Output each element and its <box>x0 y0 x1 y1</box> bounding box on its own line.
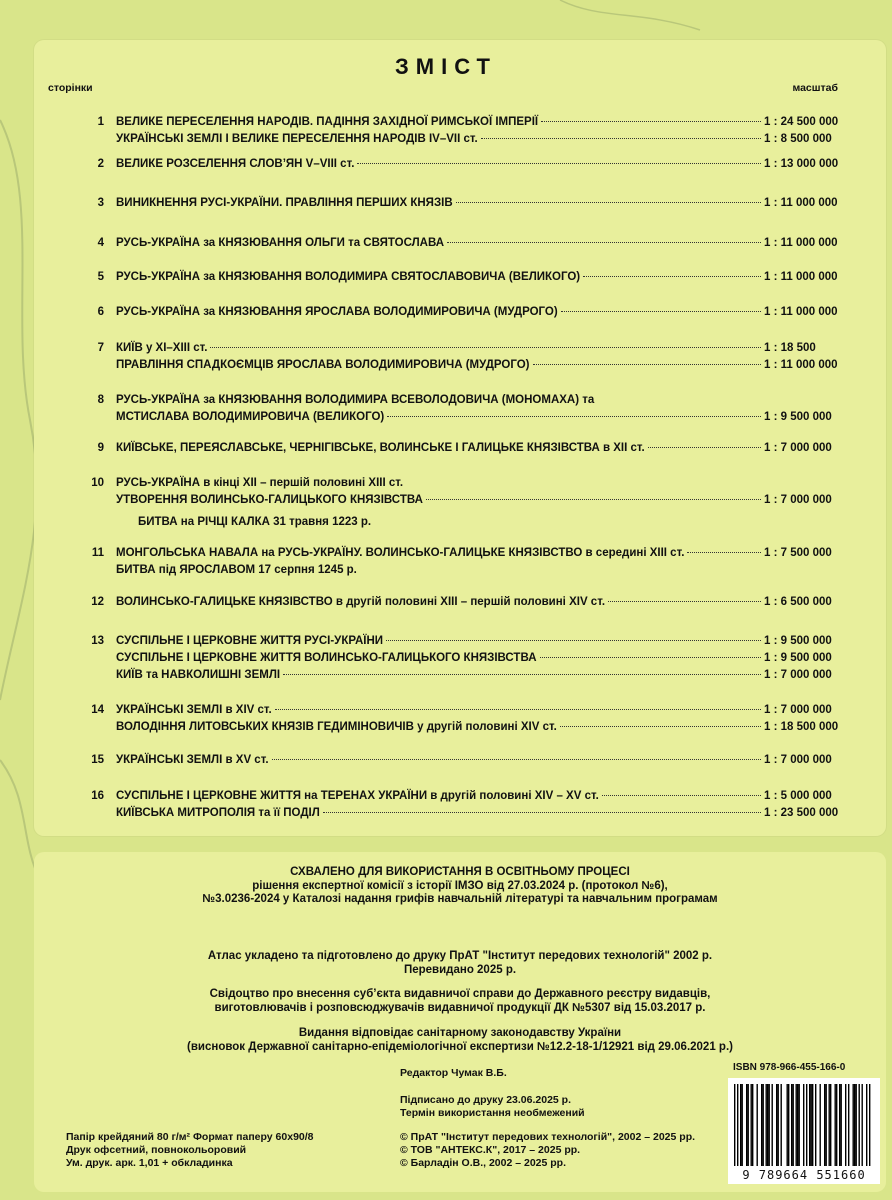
publisher-block <box>34 950 886 977</box>
toc-entry <box>116 411 860 423</box>
toc-entry-title: РУСЬ-УКРАЇНА в кінці XII – першій половині XIII ст. <box>116 477 404 489</box>
toc-page-number: 3 <box>97 197 104 209</box>
barcode-bar <box>820 1084 821 1166</box>
toc-leader-dots <box>210 347 761 348</box>
approval-line: рішення експертної комісії з історії ІМЗО від 27.03.2024 р. (протокол №6), <box>252 879 668 892</box>
toc-page-number: 11 <box>91 547 104 559</box>
toc-entry <box>116 704 860 716</box>
sanitary-block <box>34 1027 886 1054</box>
barcode-bar <box>841 1084 842 1166</box>
barcode-bar <box>806 1084 807 1166</box>
barcode-bar <box>757 1084 758 1166</box>
sanitary-line: (висновок Державної санітарно-епідеміологічної експертизи №12.2-18-1/12921 від 29.06.2021 р.) <box>187 1040 733 1053</box>
toc-leader-dots <box>648 447 761 448</box>
toc-leader-dots <box>386 640 761 641</box>
approval-block <box>34 866 886 907</box>
barcode-bar <box>734 1084 735 1166</box>
toc-leader-dots <box>426 499 761 500</box>
barcode-digits: 9 789664 551660 <box>742 1168 866 1182</box>
toc-entry <box>116 306 860 318</box>
barcode <box>728 1078 880 1184</box>
toc-page-number: 2 <box>97 158 104 170</box>
toc-entry-title: ВЕЛИКЕ РОЗСЕЛЕННЯ СЛОВ’ЯН V–VIII ст. <box>116 158 355 170</box>
toc-entry <box>138 516 860 528</box>
toc-entry <box>116 596 860 608</box>
toc-entry <box>116 158 860 170</box>
barcode-bar <box>787 1084 788 1166</box>
toc-leader-dots <box>561 311 761 312</box>
toc-entry-scale: 1 : 7 000 000 <box>764 442 832 454</box>
toc-leader-dots <box>602 795 761 796</box>
toc-entry-scale: 1 : 18 500 000 <box>764 721 839 733</box>
toc-entry <box>116 442 860 454</box>
toc-leader-dots <box>533 364 762 365</box>
toc-entry-title: МОНГОЛЬСЬКА НАВАЛА на РУСЬ-УКРАЇНУ. ВОЛИНСЬКО-ГАЛИЦЬКЕ КНЯЗІВСТВО в середині XIII ст. <box>116 547 685 559</box>
barcode-bar <box>829 1084 830 1166</box>
toc-leader-dots <box>447 242 761 243</box>
toc-entry-scale: 1 : 11 000 000 <box>764 306 838 318</box>
paper-info <box>66 1131 314 1170</box>
toc-entry-scale: 1 : 23 500 000 <box>764 807 839 819</box>
toc-entry-title: РУСЬ-УКРАЇНА за КНЯЗЮВАННЯ ОЛЬГИ та СВЯТОСЛАВА <box>116 237 445 249</box>
toc-entry-scale: 1 : 7 000 000 <box>764 704 832 716</box>
barcode-bar <box>746 1084 747 1166</box>
barcode-bar <box>803 1084 804 1166</box>
toc-entry-title: СУСПІЛЬНЕ І ЦЕРКОВНЕ ЖИТТЯ РУСІ-УКРАЇНИ <box>116 635 384 647</box>
barcode-bar <box>824 1084 825 1166</box>
page-title: ЗМІСТ <box>395 54 497 79</box>
toc-entry-title: РУСЬ-УКРАЇНА за КНЯЗЮВАННЯ ВОЛОДИМИРА ВСЕВОЛОДОВИЧА (МОНОМАХА) та <box>116 394 595 406</box>
toc-entry-title: ВОЛИНСЬКО-ГАЛИЦЬКЕ КНЯЗІВСТВО в другій половині XIII – першій половині XIV ст. <box>116 596 606 608</box>
toc-leader-dots <box>272 759 761 760</box>
toc-entry-title: УКРАЇНСЬКІ ЗЕМЛІ в XIV ст. <box>116 704 272 716</box>
toc-leader-dots <box>560 726 761 727</box>
toc-entry <box>116 790 860 802</box>
isbn-label: ISBN 978-966-455-166-0 <box>733 1062 846 1073</box>
toc-page-number: 6 <box>97 306 104 318</box>
barcode-bar <box>839 1084 840 1166</box>
toc-entry <box>116 342 860 354</box>
barcode-bar <box>869 1084 870 1166</box>
toc-entry <box>116 807 860 819</box>
toc-entry-scale: 1 : 18 500 <box>764 342 816 354</box>
barcode-bar <box>740 1084 741 1166</box>
barcode-bar <box>830 1084 831 1166</box>
toc-entry-scale: 1 : 7 500 000 <box>764 547 832 559</box>
toc-entry <box>116 721 860 733</box>
toc-entry-scale: 1 : 11 000 000 <box>764 197 838 209</box>
barcode-bar <box>751 1084 752 1166</box>
toc-page-number: 7 <box>97 342 104 354</box>
toc-page-number: 14 <box>91 704 104 716</box>
toc-entry-scale: 1 : 7 000 000 <box>764 669 832 681</box>
toc-leader-dots <box>456 202 761 203</box>
toc-entry-scale: 1 : 5 000 000 <box>764 790 832 802</box>
barcode-bar <box>752 1084 753 1166</box>
certificate-line: Свідоцтво про внесення суб’єкта видавничої справи до Державного реєстру видавців, <box>209 988 711 1000</box>
toc-entry-title: КИЇВ у XI–XIII ст. <box>116 342 208 354</box>
toc-entry-scale: 1 : 7 000 000 <box>764 754 832 766</box>
barcode-bar <box>797 1084 798 1166</box>
toc-entry <box>116 116 860 128</box>
barcode-bar <box>854 1084 855 1166</box>
toc-entry <box>116 359 860 371</box>
scale-column-header: масштаб <box>792 82 838 94</box>
toc-entry <box>116 271 860 283</box>
barcode-bar <box>767 1084 768 1166</box>
toc-entry-title: УКРАЇНСЬКІ ЗЕМЛІ в XV ст. <box>116 754 269 766</box>
barcode-bar <box>776 1084 777 1166</box>
toc-entry <box>116 197 860 209</box>
publisher-line: Перевидано 2025 р. <box>403 963 517 976</box>
toc-entry-scale: 1 : 9 500 000 <box>764 411 832 423</box>
pages-column-header: сторінки <box>48 82 93 94</box>
toc-entry-scale: 1 : 11 000 000 <box>764 237 838 249</box>
toc-page-number: 8 <box>97 394 104 406</box>
editor-info: Редактор Чумак В.Б. <box>400 1067 507 1079</box>
barcode-bar <box>778 1084 779 1166</box>
barcode-bar <box>788 1084 789 1166</box>
toc-page-number: 1 <box>97 116 104 128</box>
toc-entry-title: ВЕЛИКЕ ПЕРЕСЕЛЕННЯ НАРОДІВ. ПАДІННЯ ЗАХІДНОЇ РИМСЬКОЇ ІМПЕРІЇ <box>116 116 539 128</box>
toc-page-number: 15 <box>91 754 104 766</box>
toc-entry-title: ПРАВЛІННЯ СПАДКОЄМЦІВ ЯРОСЛАВА ВОЛОДИМИРОВИЧА (МУДРОГО) <box>116 359 530 371</box>
toc-entry <box>116 564 860 576</box>
barcode-bar <box>809 1084 810 1166</box>
toc-page-number: 12 <box>91 596 104 608</box>
toc-entry-title: ВОЛОДІННЯ ЛИТОВСЬКИХ КНЯЗІВ ГЕДИМІНОВИЧІВ у другій половині XIV ст. <box>116 721 557 733</box>
barcode-bar <box>748 1084 749 1166</box>
toc-page-number: 5 <box>97 271 104 283</box>
barcode-bar <box>835 1084 836 1166</box>
toc-page-number: 10 <box>91 477 104 489</box>
toc-entry <box>116 494 860 506</box>
toc-leader-dots <box>275 709 761 710</box>
toc-leader-dots <box>357 163 761 164</box>
copyright-info <box>400 1131 695 1170</box>
toc-entry-title: КИЇВСЬКЕ, ПЕРЕЯСЛАВСЬКЕ, ЧЕРНІГІВСЬКЕ, ВОЛИНСЬКЕ І ГАЛИЦЬКЕ КНЯЗІВСТВА в XII ст. <box>116 442 645 454</box>
toc-entry-scale: 1 : 7 000 000 <box>764 494 832 506</box>
toc-entry-title: СУСПІЛЬНЕ І ЦЕРКОВНЕ ЖИТТЯ ВОЛИНСЬКО-ГАЛИЦЬКОГО КНЯЗІВСТВА <box>116 652 537 664</box>
paper-line: Папір крейдяний 80 г/м² Формат паперу 60х90/8 <box>66 1131 314 1143</box>
barcode-bar <box>836 1084 837 1166</box>
paper-line: Ум. друк. арк. 1,01 + обкладинка <box>66 1157 233 1169</box>
publisher-line: Атлас укладено та підготовлено до друку ПрАТ "Інститут передових технологій" 2002 р. <box>207 950 713 962</box>
barcode-bar <box>791 1084 792 1166</box>
barcode-bar <box>766 1084 767 1166</box>
copyright-line: © Барладін О.В., 2002 – 2025 рр. <box>400 1157 567 1169</box>
certificate-block <box>34 988 886 1015</box>
toc-page-number: 13 <box>91 635 104 647</box>
paper-line: Друк офсетний, повнокольоровий <box>66 1144 247 1156</box>
barcode-bar <box>848 1084 849 1166</box>
toc-entry <box>116 669 860 681</box>
barcode-bar <box>769 1084 770 1166</box>
barcode-bar <box>862 1084 863 1166</box>
barcode-bar <box>793 1084 794 1166</box>
toc-page-number: 9 <box>97 442 104 454</box>
barcode-bar <box>781 1084 782 1166</box>
toc-leader-dots <box>687 552 761 553</box>
toc-entry-scale: 1 : 6 500 000 <box>764 596 832 608</box>
toc-entry-title: УТВОРЕННЯ ВОЛИНСЬКО-ГАЛИЦЬКОГО КНЯЗІВСТВА <box>116 494 423 506</box>
signed-date: Підписано до друку 23.06.2025 р. <box>400 1094 571 1106</box>
toc-entry-title: УКРАЇНСЬКІ ЗЕМЛІ І ВЕЛИКЕ ПЕРЕСЕЛЕННЯ НАРОДІВ IV–VII ст. <box>116 133 478 145</box>
toc-entry <box>116 547 860 559</box>
toc-leader-dots <box>540 657 762 658</box>
toc-entry <box>116 635 860 647</box>
barcode-bar <box>811 1084 812 1166</box>
barcode-bar <box>815 1084 816 1166</box>
barcode-bar <box>853 1084 854 1166</box>
toc-entry-scale: 1 : 13 000 000 <box>764 158 839 170</box>
toc-entry-title: БИТВА на РІЧЦІ КАЛКА 31 травня 1223 р. <box>138 516 372 528</box>
toc-entry-title: СУСПІЛЬНЕ І ЦЕРКОВНЕ ЖИТТЯ на ТЕРЕНАХ УКРАЇНИ в другій половині XIV – XV ст. <box>116 790 599 802</box>
barcode-bar <box>826 1084 827 1166</box>
toc-entry-title: КИЇВСЬКА МИТРОПОЛІЯ та її ПОДІЛ <box>116 807 320 819</box>
barcode-bar <box>812 1084 813 1166</box>
toc-leader-dots <box>481 138 761 139</box>
copyright-line: © ТОВ "АНТЕКС.К", 2017 – 2025 рр. <box>400 1144 581 1156</box>
toc-entry-title: РУСЬ-УКРАЇНА за КНЯЗЮВАННЯ ЯРОСЛАВА ВОЛОДИМИРОВИЧА (МУДРОГО) <box>116 306 558 318</box>
sanitary-line: Видання відповідає санітарному законодавству України <box>298 1027 622 1039</box>
toc-entry-title: КИЇВ та НАВКОЛИШНІ ЗЕМЛІ <box>116 669 281 681</box>
approval-line: СХВАЛЕНО ДЛЯ ВИКОРИСТАННЯ В ОСВІТНЬОМУ ПРОЦЕСІ <box>290 866 630 878</box>
copyright-line: © ПрАТ "Інститут передових технологій", 2002 – 2025 рр. <box>400 1131 696 1143</box>
barcode-bar <box>856 1084 857 1166</box>
toc-entry-scale: 1 : 8 500 000 <box>764 133 832 145</box>
approval-line: №3.0236-2024 у Каталозі надання грифів навчальній літературі та навчальним програмам <box>202 893 718 905</box>
toc-entry-scale: 1 : 9 500 000 <box>764 635 832 647</box>
toc-entry <box>116 133 860 145</box>
toc-page-number: 16 <box>91 790 104 802</box>
toc-entry-title: МСТИСЛАВА ВОЛОДИМИРОВИЧА (ВЕЛИКОГО) <box>116 411 385 423</box>
usage-term: Термін використання необмежений <box>400 1107 585 1119</box>
barcode-bar <box>866 1084 867 1166</box>
barcode-bar <box>796 1084 797 1166</box>
toc-leader-dots <box>387 416 761 417</box>
toc-leader-dots <box>283 674 761 675</box>
certificate-line: виготовлювачів і розповсюджувачів видавничої продукції ДК №5307 від 15.03.2017 р. <box>214 1001 706 1014</box>
barcode-bar <box>799 1084 800 1166</box>
toc-entry-scale: 1 : 9 500 000 <box>764 652 832 664</box>
toc-entry <box>116 754 860 766</box>
barcode-bar <box>763 1084 764 1166</box>
toc-entry-title: БИТВА під ЯРОСЛАВОМ 17 серпня 1245 р. <box>116 564 357 576</box>
toc-entry <box>116 394 860 406</box>
toc-entry-scale: 1 : 24 500 000 <box>764 116 839 128</box>
toc-leader-dots <box>608 601 761 602</box>
barcode-bar <box>737 1084 738 1166</box>
toc-entry <box>116 237 860 249</box>
toc-leader-dots <box>583 276 761 277</box>
toc-page-number: 4 <box>97 237 104 249</box>
toc-entry-scale: 1 : 11 000 000 <box>764 359 838 371</box>
barcode-bar <box>742 1084 743 1166</box>
toc-entry-scale: 1 : 11 000 000 <box>764 271 838 283</box>
signing-info <box>400 1094 585 1120</box>
toc-leader-dots <box>541 121 761 122</box>
toc-entry-title: РУСЬ-УКРАЇНА за КНЯЗЮВАННЯ ВОЛОДИМИРА СВЯТОСЛАВОВИЧА (ВЕЛИКОГО) <box>116 271 581 283</box>
toc-entry <box>116 652 860 664</box>
barcode-bar <box>845 1084 846 1166</box>
toc-leader-dots <box>323 812 761 813</box>
barcode-bar <box>859 1084 860 1166</box>
toc-entry <box>116 477 860 489</box>
barcode-bar <box>772 1084 773 1166</box>
toc-entry-title: ВИНИКНЕННЯ РУСІ-УКРАЇНИ. ПРАВЛІННЯ ПЕРШИХ КНЯЗІВ <box>116 197 453 209</box>
barcode-bar <box>761 1084 762 1166</box>
